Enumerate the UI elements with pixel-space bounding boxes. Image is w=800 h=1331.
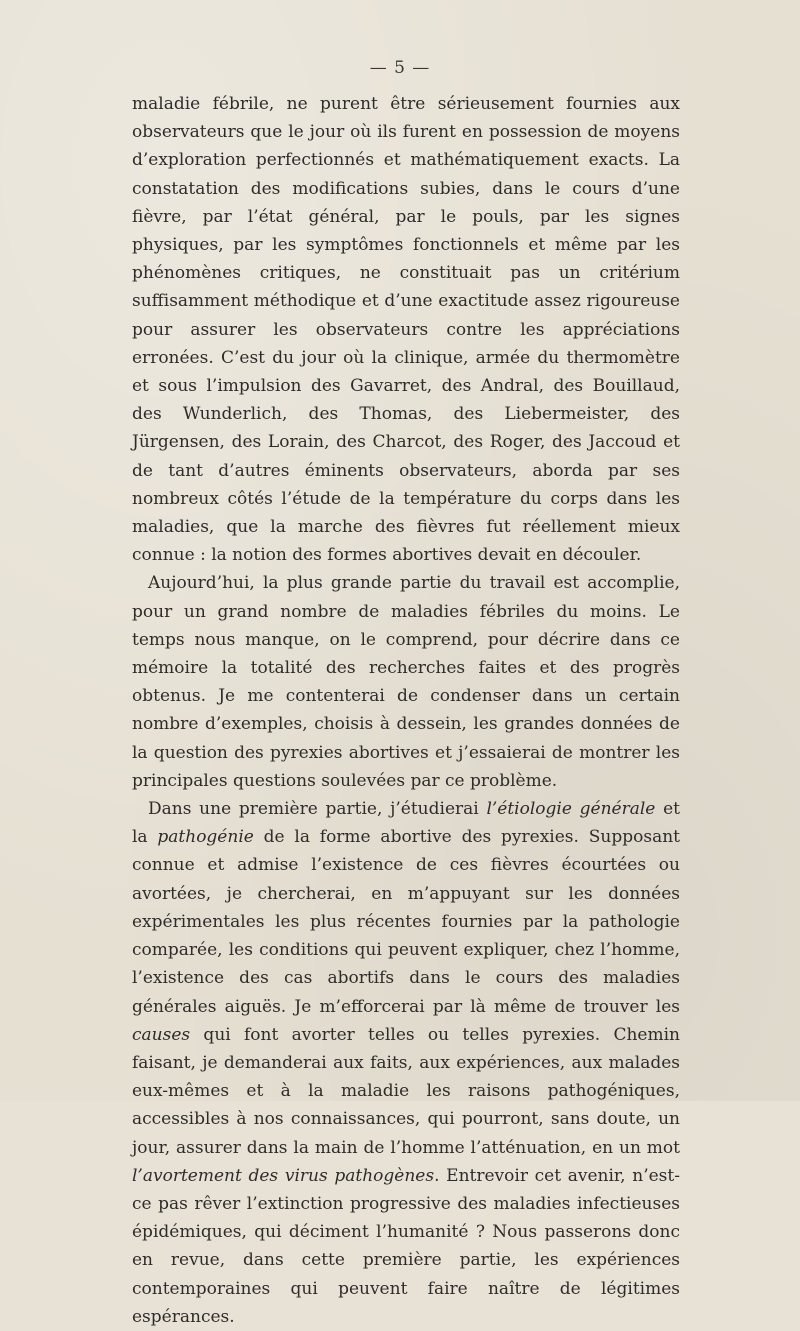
paragraph-1 <box>132 90 680 569</box>
paragraph-3-italic-etiologie: l’étiologie générale <box>486 799 656 820</box>
paragraph-2-text: Aujourd’hui, la plus grande partie du travail est accomplie, pour un grand nombre de maladies fébriles du moins. Le temps nous manque, on le comprend, pour décrire dans ce mémoire la totalité des recherches faites et des progrès obtenus. Je me contenterai de condenser dans un certain nombre d’exemples, choisis à dessein, les grandes données de la question des pyrexies abortives et j’essaierai de montrer les principales questions soulevées par ce problème. <box>132 573 680 791</box>
page-number: — 5 — <box>369 58 431 78</box>
paragraph-3-text-d: qui font avorter telles ou telles pyrexies. Chemin faisant, je demanderai aux faits, aux expériences, aux malades eux-mêmes et à la maladie les raisons pathogéniques, accessibles à nos connaissances, qui pourront, sans doute, un jour, assurer dans la main de l’homme l’atténuation, en un mot <box>132 1024 680 1158</box>
paragraph-1-text: maladie fébrile, ne purent être sérieusement fournies aux observateurs que le jour où ils furent en possession de moyens d’exploration perfectionnés et mathématiquement exacts. La constatation des modifications subies, dans le cours d’une fièvre, par l’état général, par le pouls, par les signes physiques, par les symptômes fonctionnels et même par les phénomènes critiques, ne constituait pas un critérium suffisamment méthodique et d’une exactitude assez rigoureuse pour assurer les observateurs contre les appréciations erronées. C’est du jour où la clinique, armée du thermomètre et sous l’impulsion des Gavarret, des Andral, des Bouillaud, des Wunderlich, des Thomas, des Liebermeister, des Jürgensen, des Lorain, des Charcot, des Roger, des Jaccoud et de tant d’autres éminents observateurs, aborda par ses nombreux côtés l’étude de la température du corps dans les maladies, que la marche des fièvres fut réellement mieux connue : la notion des formes abortives devait en découler. <box>132 94 680 566</box>
paragraph-3-italic-causes: causes <box>132 1024 191 1045</box>
paragraph-2 <box>132 569 680 795</box>
paragraph-3-text-a: Dans une première partie, j’étudierai <box>148 799 487 820</box>
body-text <box>132 90 680 1331</box>
paragraph-3-text-b: et la <box>132 799 681 848</box>
paragraph-3-italic-avortement: l’avortement des virus pathogènes <box>132 1165 435 1186</box>
paragraph-3-italic-pathogenie: pathogénie <box>157 827 254 848</box>
paragraph-3 <box>132 795 680 1331</box>
paragraph-3-text-e: . Entrevoir cet avenir, n’est-ce pas rêver l’extinction progressive des maladies infectieuses épidémiques, qui déciment l’humanité ? Nous passerons donc en revue, dans cette première partie, les expériences contemporaines qui peuvent faire naître de légitimes espérances. <box>132 1165 680 1327</box>
paragraph-3-text-c: de la forme abortive des pyrexies. Supposant connue et admise l’existence de ces fièvres écourtées ou avortées, je chercherai, en m’appuyant sur les données expérimentales les plus récentes fournies par la pathologie comparée, les conditions qui peuvent expliquer, chez l’homme, l’existence des cas abortifs dans le cours des maladies générales aiguës. Je m’efforcerai par là même de trouver les <box>132 827 680 1017</box>
